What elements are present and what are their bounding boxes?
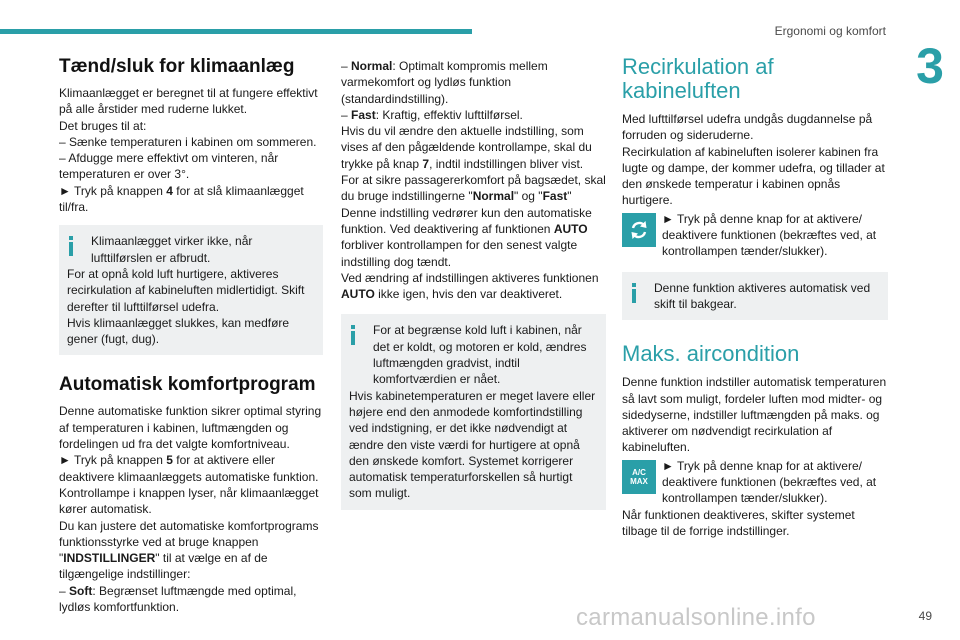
auto-text: Du kan justere det automatiske komfortprograms funktionsstyrke ved at bruge knappen "INDSTILLINGER" til at vælge en af de tilgængelige indstillinger: bbox=[59, 518, 319, 582]
body-text: Hvis du vil ændre den aktuelle indstilling, som vises af den pågældende kontrollampe, skal du trykke på knap 7, indtil indstillingen bliver vist. bbox=[341, 124, 592, 171]
dash-item: – Sænke temperaturen i kabinen om sommeren. bbox=[59, 134, 317, 149]
dash-item: – Soft: Begrænset luftmængde med optimal, lydløs komfortfunktion. bbox=[59, 583, 297, 615]
dash-item: – Afdugge mere effektivt om vinteren, når temperaturen er over 3°. bbox=[59, 151, 279, 182]
body-text: For at sikre passagererkomfort på bagsædet, skal du bruge indstillingerne "Normal" og "Fast" bbox=[341, 173, 606, 204]
info-text: For at begrænse kold luft i kabinen, når det er koldt, og motoren er kold, ændres luftmængden gradvist, indtil komfortværdien er nået. bbox=[373, 323, 587, 387]
info-icon bbox=[349, 325, 357, 345]
body-text: Denne indstilling vedrører kun den automatiske funktion. Ved deaktivering af funktionen AUTO forbliver kontrollampen for den senest valgte indstilling dog tændt. bbox=[341, 205, 592, 269]
instruction-text: ► Tryk på knappen 5 for at aktivere eller deaktivere klimaanlæggets automatiske funktion. bbox=[59, 453, 319, 484]
ac-max-icon: A/C MAX bbox=[622, 460, 656, 494]
button-instruction bbox=[622, 458, 888, 507]
body-text: Ved ændring af indstillingen aktiveres funktionen AUTO ikke igen, hvis den var deaktiveret. bbox=[341, 270, 599, 302]
button-instruction bbox=[622, 211, 888, 260]
body-text: Recirkulation af kabineluften isolerer kabinen fra lugte og dampe, der kommer udefra, og tillader at den ønskede temperatur i kabinen opnås hurtigere. bbox=[622, 144, 885, 208]
dash-item: – Fast: Kraftig, effektiv lufttilførsel. bbox=[341, 107, 523, 122]
info-text: Klimaanlægget virker ikke, når lufttilførslen er afbrudt. bbox=[91, 234, 253, 265]
auto-text: Denne automatiske funktion sikrer optimal styring af temperaturen i kabinen, luftmængden og fordelingen ud fra det valgte komfortniveau. bbox=[59, 404, 322, 452]
info-icon bbox=[630, 283, 638, 303]
section-title-climate: Tænd/sluk for klimaanlæg bbox=[59, 56, 295, 77]
section-title-max-ac: Maks. aircondition bbox=[622, 341, 800, 367]
column-3 bbox=[622, 55, 888, 539]
dash-item: – Normal: Optimalt kompromis mellem varmekomfort og lydløs funktion (standardindstilling). bbox=[341, 59, 548, 106]
info-text: For at opnå kold luft hurtigere, aktiveres recirkulation af kabineluften midlertidigt. Skift derefter til lufttilførsel udefra. bbox=[67, 266, 305, 314]
watermark: carmanualsonline.info bbox=[576, 604, 816, 631]
body-text: Denne funktion indstiller automatisk temperaturen så lavt som muligt, fordeler luften mod midter- og sidedyserne, indstiller luftmængden på maks. og aktiverer om nødvendigt recirkulation af kabineluften. bbox=[622, 375, 887, 455]
instruction-text: ► Tryk på knappen 4 for at slå klimaanlægget til/fra. bbox=[59, 183, 304, 215]
info-icon bbox=[67, 236, 75, 256]
column-2 bbox=[341, 58, 606, 510]
page-number: 49 bbox=[918, 609, 932, 623]
auto-text: Kontrollampe i knappen lyser, når klimaanlægget kører automatisk. bbox=[59, 485, 319, 517]
use-lead: Det bruges til at: bbox=[59, 118, 147, 133]
info-text: Hvis klimaanlægget slukkes, kan medføre gener (fugt, dug). bbox=[67, 315, 290, 347]
section-title-recirculation: Recirkulation af kabineluften bbox=[622, 54, 774, 103]
column-1 bbox=[59, 55, 323, 615]
chapter-tab bbox=[900, 36, 960, 96]
instruction-text: ► Tryk på denne knap for at aktivere/ deaktivere funktionen (bekræftes ved, at kontrollampen tænder/slukker). bbox=[662, 458, 877, 506]
info-text: Hvis kabinetemperaturen er meget lavere eller højere end den anmodede komfortindstilling ved indstigning, er det ikke nødvendigt at ændre den viste værdi for hurtigere at opnå den ønskede komfort. Systemet korrigerer automatisk temperaturforskellen så hurtigt som muligt. bbox=[349, 388, 596, 501]
header-title: Ergonomi og komfort bbox=[774, 24, 886, 38]
info-box bbox=[59, 225, 323, 355]
chapter-number: 3 bbox=[916, 38, 944, 94]
body-text: Med lufttilførsel udefra undgås dugdannelse på forruden og sideruderne. bbox=[622, 112, 873, 143]
section-title-auto: Automatisk komfortprogram bbox=[59, 374, 316, 396]
instruction-text: ► Tryk på denne knap for at aktivere/ deaktivere funktionen (bekræftes ved, at kontrollampen tænder/slukker). bbox=[662, 211, 877, 259]
info-box bbox=[341, 314, 606, 509]
body-text: Når funktionen deaktiveres, skifter systemet tilbage til de forrige indstillinger. bbox=[622, 507, 855, 538]
info-box bbox=[622, 272, 888, 321]
recirculation-icon bbox=[622, 213, 656, 247]
header-accent-bar bbox=[0, 29, 472, 34]
intro-text: Klimaanlægget er beregnet til at fungere effektivt på alle årstider med ruderne lukket. bbox=[59, 86, 318, 117]
info-text: Denne funktion aktiveres automatisk ved skift til bakgear. bbox=[654, 280, 871, 311]
